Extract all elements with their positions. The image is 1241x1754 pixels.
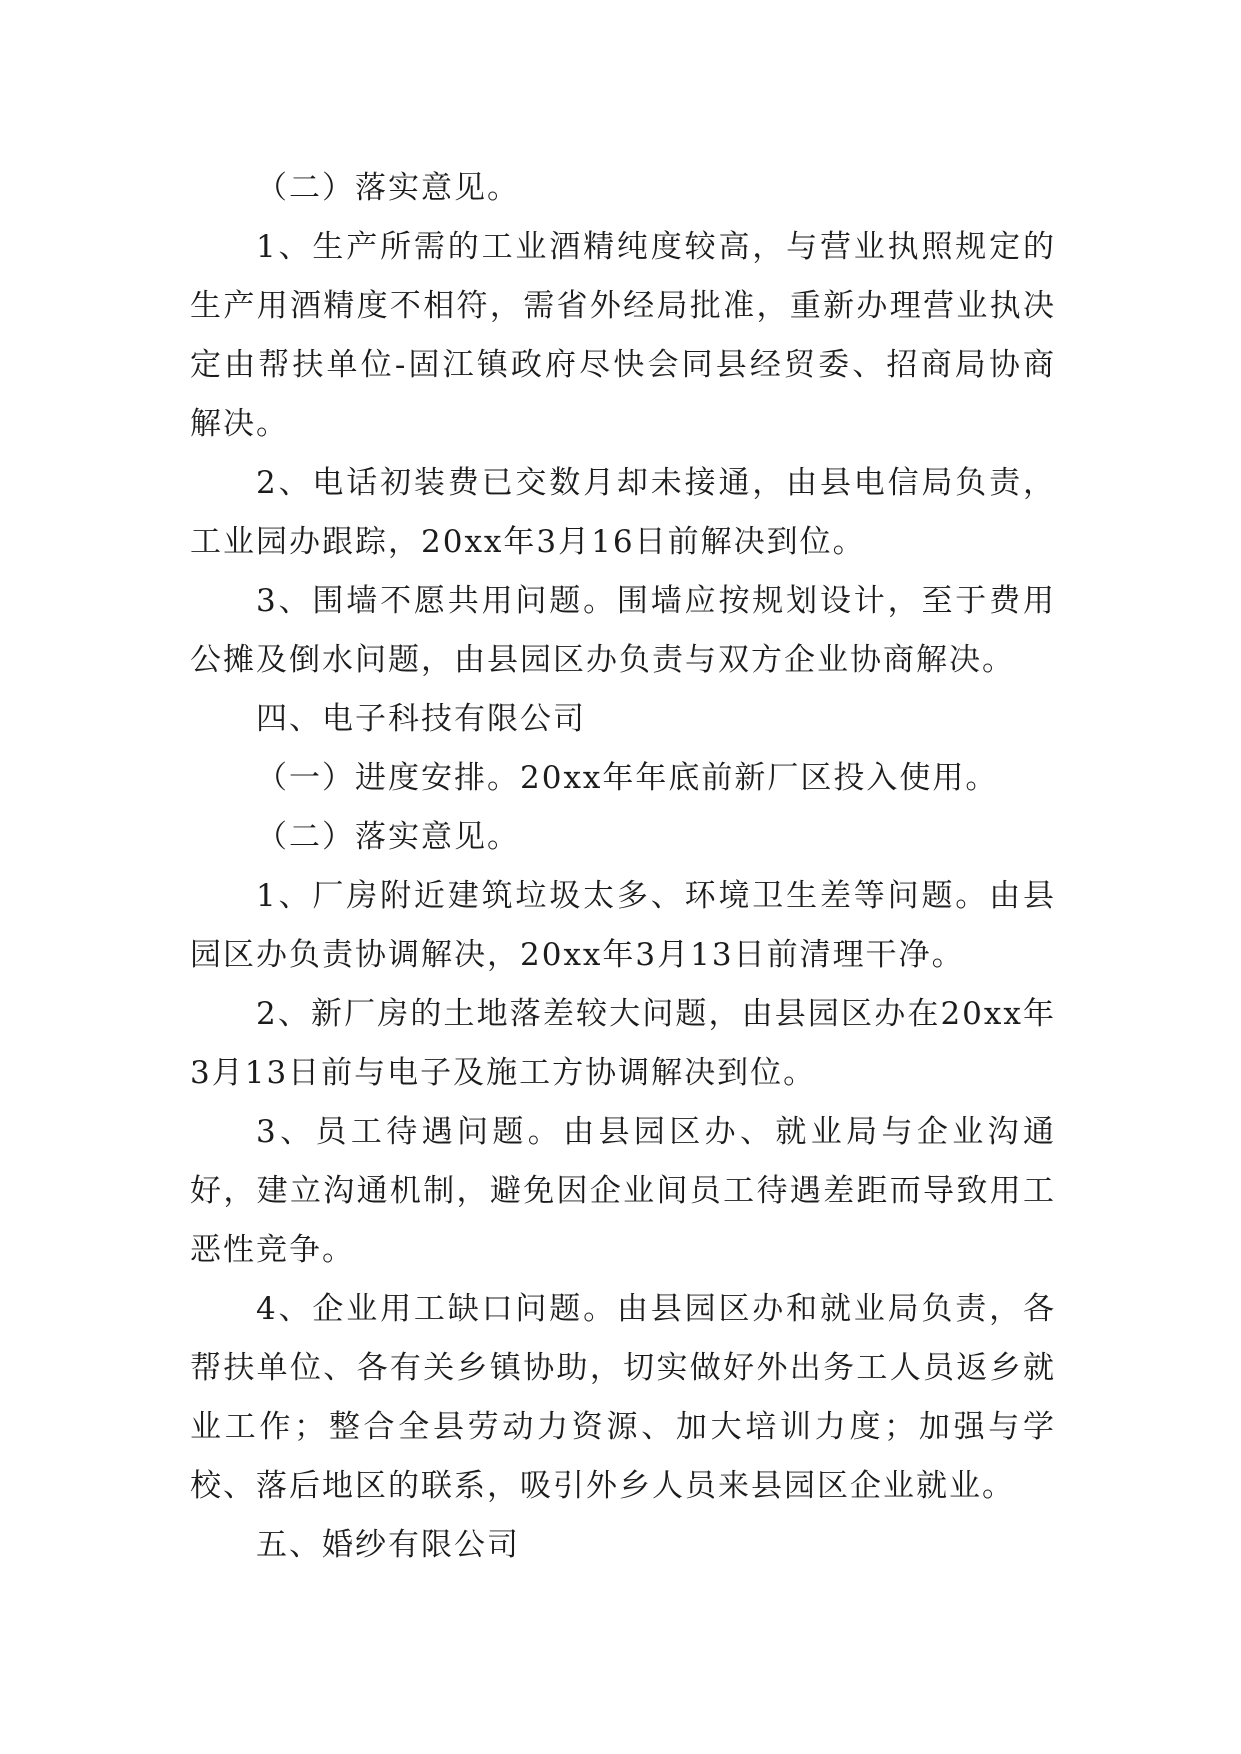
paragraph: 1、生产所需的工业酒精纯度较高，与营业执照规定的生产用酒精度不相符，需省外经局批准，重新办理营业执决定由帮扶单位-固江镇政府尽快会同县经贸委、招商局协商解决。 <box>190 229 1056 442</box>
paragraph: 3、围墙不愿共用问题。围墙应按规划设计，至于费用公摊及倒水问题，由县园区办负责与双方企业协商解决。 <box>190 583 1056 678</box>
section-subheading: （一）进度安排。20xx年年底前新厂区投入使用。 <box>256 760 999 796</box>
section-heading: 五、婚纱有限公司 <box>256 1527 520 1563</box>
paragraph: 1、厂房附近建筑垃圾太多、环境卫生差等问题。由县园区办负责协调解决，20xx年3月13日前清理干净。 <box>190 878 1056 973</box>
document-body <box>190 159 1056 1575</box>
section-subheading: （二）落实意见。 <box>256 819 520 855</box>
paragraph: 4、企业用工缺口问题。由县园区办和就业局负责，各帮扶单位、各有关乡镇协助，切实做好外出务工人员返乡就业工作；整合全县劳动力资源、加大培训力度；加强与学校、落后地区的联系，吸引外乡人员来县园区企业就业。 <box>190 1291 1056 1504</box>
paragraph: 2、电话初装费已交数月却未接通，由县电信局负责，工业园办跟踪，20xx年3月16日前解决到位。 <box>190 465 1056 560</box>
paragraph: 2、新厂房的土地落差较大问题，由县园区办在20xx年3月13日前与电子及施工方协调解决到位。 <box>190 996 1056 1091</box>
paragraph: 3、员工待遇问题。由县园区办、就业局与企业沟通好，建立沟通机制，避免因企业间员工待遇差距而导致用工恶性竞争。 <box>190 1114 1056 1268</box>
section-heading: 四、电子科技有限公司 <box>256 701 586 737</box>
section-subheading: （二）落实意见。 <box>256 170 520 206</box>
